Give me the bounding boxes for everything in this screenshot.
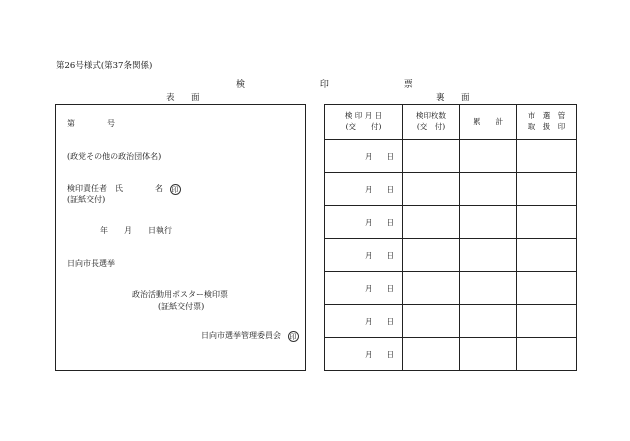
seal-cell[interactable] [517, 206, 577, 239]
day-label: 日 [386, 283, 394, 293]
day-label: 日 [386, 184, 394, 194]
header-stamp-date-line1: 検 印 月 日 [344, 111, 383, 121]
month-label: 月 [365, 184, 373, 194]
back-header-row [325, 105, 577, 140]
date-cell[interactable] [325, 239, 403, 272]
title-char-1: 検 [236, 80, 247, 90]
date-cell[interactable] [325, 272, 403, 305]
month-label: 月 [365, 151, 373, 161]
date-cell[interactable] [325, 338, 403, 371]
month-label: 月 [365, 250, 373, 260]
count-cell[interactable] [403, 173, 460, 206]
responsible-person-label [67, 183, 181, 195]
header-stamp-date-line2: (交 付) [345, 122, 382, 131]
header-committee-seal [517, 105, 577, 140]
table-row [325, 338, 577, 371]
title-char-2: 印 [319, 80, 330, 90]
count-cell[interactable] [403, 305, 460, 338]
certificate-issued-label: (証紙交付) [67, 195, 106, 204]
title-char-3: 票 [403, 80, 414, 90]
cumulative-cell[interactable] [460, 173, 517, 206]
table-row [325, 305, 577, 338]
cumulative-cell[interactable] [460, 272, 517, 305]
committee-label [201, 330, 299, 342]
seal-cell[interactable] [517, 173, 577, 206]
cumulative-cell[interactable] [460, 305, 517, 338]
day-label: 日 [386, 217, 394, 227]
table-row [325, 272, 577, 305]
day-label: 日 [386, 250, 394, 260]
cumulative-cell[interactable] [460, 206, 517, 239]
party-name-label: (政党その他の政治団体名) [67, 152, 162, 161]
day-label: 日 [386, 151, 394, 161]
count-cell[interactable] [403, 140, 460, 173]
committee-text: 日向市選挙管理委員会 [201, 331, 281, 340]
date-cell[interactable] [325, 206, 403, 239]
date-cell[interactable] [325, 140, 403, 173]
form-number: 第26号様式(第37条関係) [56, 61, 153, 71]
day-label: 日 [386, 316, 394, 326]
month-label: 月 [365, 283, 373, 293]
number-label: 第 号 [67, 119, 115, 128]
count-cell[interactable] [403, 272, 460, 305]
count-cell[interactable] [403, 338, 460, 371]
table-row [325, 206, 577, 239]
day-label: 日 [386, 349, 394, 359]
seal-cell[interactable] [517, 272, 577, 305]
header-stamp-count-line2: (交 付) [416, 122, 446, 131]
header-cumulative [460, 105, 517, 140]
header-committee-seal-line2: 取 扱 印 [527, 122, 566, 131]
header-stamp-count-line1: 検印枚数 [416, 111, 446, 121]
front-label: 表 面 [166, 93, 204, 103]
count-cell[interactable] [403, 206, 460, 239]
committee-seal-icon: 印 [289, 332, 297, 341]
main-title [236, 77, 414, 90]
poster-stamp-subtitle: (証紙交付票) [158, 302, 205, 311]
responsible-person-text: 検印責任者 氏 名 [67, 184, 163, 193]
header-stamp-date [325, 105, 403, 140]
seal-icon: 印 [171, 185, 179, 194]
month-label: 月 [365, 316, 373, 326]
front-panel [55, 104, 306, 371]
date-cell[interactable] [325, 173, 403, 206]
seal-cell[interactable] [517, 239, 577, 272]
table-row [325, 140, 577, 173]
count-cell[interactable] [403, 239, 460, 272]
back-label: 裏 面 [436, 93, 474, 103]
month-label: 月 [365, 349, 373, 359]
date-cell[interactable] [325, 305, 403, 338]
election-name-label: 日向市長選挙 [67, 259, 115, 268]
date-executed-label: 年 月 日執行 [100, 226, 172, 235]
table-row [325, 239, 577, 272]
cumulative-cell[interactable] [460, 338, 517, 371]
seal-cell[interactable] [517, 338, 577, 371]
header-committee-seal-line1: 市 選 管 [527, 111, 566, 121]
cumulative-cell[interactable] [460, 140, 517, 173]
seal-cell[interactable] [517, 140, 577, 173]
table-row [325, 173, 577, 206]
header-stamp-count [403, 105, 460, 140]
header-cumulative-line1: 累 計 [473, 116, 503, 126]
month-label: 月 [365, 217, 373, 227]
cumulative-cell[interactable] [460, 239, 517, 272]
poster-stamp-title: 政治活動用ポスター検印票 [132, 290, 228, 299]
back-record-table [324, 104, 577, 371]
seal-cell[interactable] [517, 305, 577, 338]
